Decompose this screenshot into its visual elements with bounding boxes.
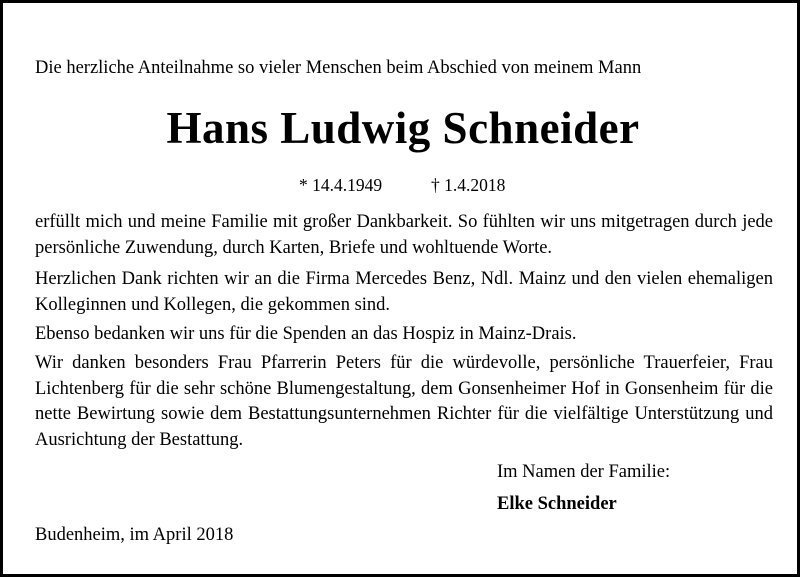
closing-line: Im Namen der Familie: (497, 462, 671, 482)
paragraph-special-thanks: Wir danken besonders Frau Pfarrerin Peters für die würdevolle, persönliche Trauerfeier, Frau Lichtenberg für die sehr schöne Blumengestaltung, dem Gonsenheimer Hof in Gonsenheim für die nette Bewirtung sowie dem Bestattungsunternehmen Richter für die vielfältige Unterstützung und Ausrichtung der Bestattung. (35, 353, 773, 450)
intro-text: Die herzliche Anteilnahme so vieler Menschen beim Abschied von meinem Mann (35, 58, 642, 78)
deceased-name: Hans Ludwig Schneider (166, 103, 640, 153)
paragraph-donations: Ebenso bedanken wir uns für die Spenden an das Hospiz in Mainz-Drais. (35, 324, 577, 344)
place-date: Budenheim, im April 2018 (35, 525, 234, 545)
paragraph-gratitude: erfüllt mich und meine Familie mit großer Dankbarkeit. So fühlten wir uns mitgetragen durch jede persönliche Zuwendung, durch Karten, Briefe und wohltuende Worte. (35, 212, 773, 258)
paragraph-company-thanks: Herzlichen Dank richten wir an die Firma Mercedes Benz, Ndl. Mainz und den vielen ehemaligen Kolleginnen und Kollegen, die gekommen sind. (35, 269, 773, 315)
birth-date: * 14.4.1949 (299, 175, 383, 195)
death-date: † 1.4.2018 (431, 175, 506, 195)
signer-name: Elke Schneider (497, 494, 617, 514)
